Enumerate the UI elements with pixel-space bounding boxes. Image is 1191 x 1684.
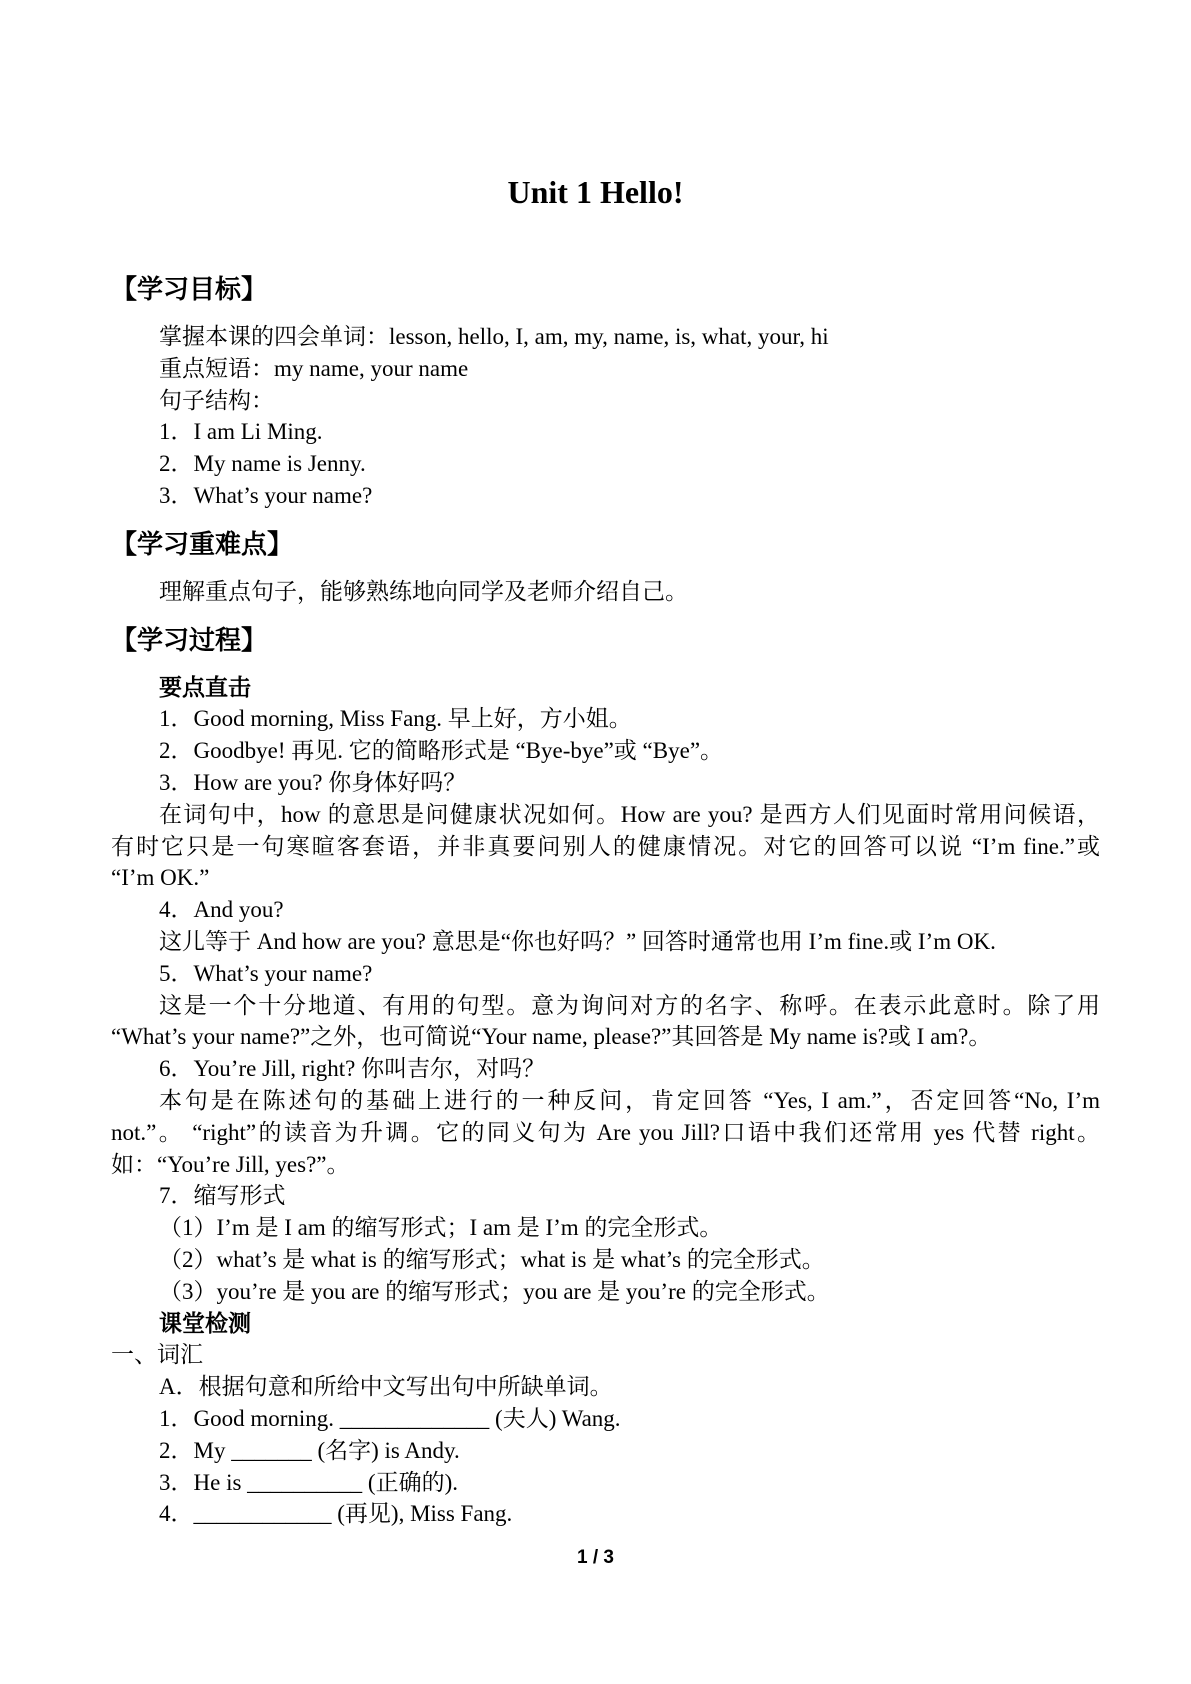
point-3-explanation-line-1: 在词句中，how 的意思是问健康状况如何。How are you? 是西方人们见面时常用问候语， [159, 801, 1100, 827]
point-7-contraction-1: （1）I’m 是 I am 的缩写形式；I am 是 I’m 的完全形式。 [159, 1215, 723, 1241]
point-7-contraction-3: （3）you’re 是 you are 的缩写形式；you are 是 you’re 的完全形式。 [159, 1278, 830, 1304]
section-heading-objectives: 【学习目标】 [111, 274, 268, 304]
objectives-vocabulary-line: 掌握本课的四会单词：lesson, hello, I, am, my, name, is, what, your, hi [159, 324, 829, 349]
objectives-sentence-3: 3．What’s your name? [159, 482, 373, 508]
point-6-youre-jill: 6．You’re Jill, right? 你叫吉尔，对吗？ [159, 1056, 546, 1082]
point-6-explanation-line-3: 如：“You’re Jill, yes?”。 [111, 1151, 350, 1177]
exercise-question-2: 2．My _______ (名字) is Andy. [159, 1437, 460, 1463]
point-6-explanation-line-2: not.”。 “right”的读音为升调。它的同义句为 Are you Jill?口语中我们还常用 yes 代替 right。 [111, 1119, 1100, 1145]
document-body [111, 273, 1100, 1530]
highlights-subheading: 要点直击 [159, 674, 251, 700]
section-heading-process: 【学习过程】 [111, 624, 268, 655]
point-7-contractions: 7．缩写形式 [159, 1183, 286, 1209]
exercise-part-label: 一、词汇 [111, 1342, 203, 1368]
page-number: 1 / 3 [577, 1547, 614, 1568]
point-4-explanation: 这儿等于 And how are you? 意思是“你也好吗？” 回答时通常也用 I’m fine.或 I’m OK. [159, 928, 996, 954]
page-title: Unit 1 Hello! [507, 174, 684, 210]
exercise-question-4: 4．____________ (再见), Miss Fang. [159, 1501, 513, 1527]
point-5-explanation-line-1: 这是一个十分地道、有用的句型。意为询问对方的名字、称呼。在表示此意时。除了用 [159, 992, 1100, 1018]
point-6-explanation-line-1: 本句是在陈述句的基础上进行的一种反问，肯定回答 “Yes, I am.”，否定回答“No, I’m [159, 1087, 1100, 1113]
point-3-how-are-you: 3．How are you? 你身体好吗？ [159, 769, 467, 795]
objectives-sentence-structure-label: 句子结构： [159, 387, 274, 413]
point-3-explanation-line-3: “I’m OK.” [111, 865, 210, 891]
point-4-and-you: 4．And you? [159, 897, 284, 923]
point-5-explanation-line-2: “What’s your name?”之外，也可简说“Your name, please?”其回答是 My name is?或 I am?。 [111, 1024, 992, 1050]
objectives-sentence-2: 2．My name is Jenny. [159, 451, 366, 477]
point-2-goodbye: 2．Goodbye! 再见. 它的简略形式是 “Bye-bye”或 “Bye”。 [159, 738, 724, 764]
point-5-whats-your-name: 5．What’s your name? [159, 960, 373, 986]
exercise-instruction: A．根据句意和所给中文写出句中所缺单词。 [159, 1374, 613, 1400]
point-1-good-morning: 1．Good morning, Miss Fang. 早上好，方小姐。 [159, 706, 632, 732]
objectives-sentence-1: 1．I am Li Ming. [159, 419, 323, 445]
exercise-question-1: 1．Good morning. _____________ (夫人) Wang. [159, 1405, 621, 1431]
classroom-check-subheading: 课堂检测 [159, 1310, 251, 1336]
section-heading-key-points: 【学习重难点】 [111, 528, 294, 559]
exercise-question-3: 3．He is __________ (正确的). [159, 1469, 458, 1495]
point-7-contraction-2: （2）what’s 是 what is 的缩写形式；what is 是 what’s 的完全形式。 [159, 1246, 825, 1272]
key-points-line: 理解重点句子，能够熟练地向同学及老师介绍自己。 [159, 578, 688, 604]
objectives-phrases-line: 重点短语：my name, your name [159, 355, 469, 381]
point-3-explanation-line-2: 有时它只是一句寒暄客套语，并非真要问别人的健康情况。对它的回答可以说 “I’m fine.”或 [111, 833, 1100, 859]
